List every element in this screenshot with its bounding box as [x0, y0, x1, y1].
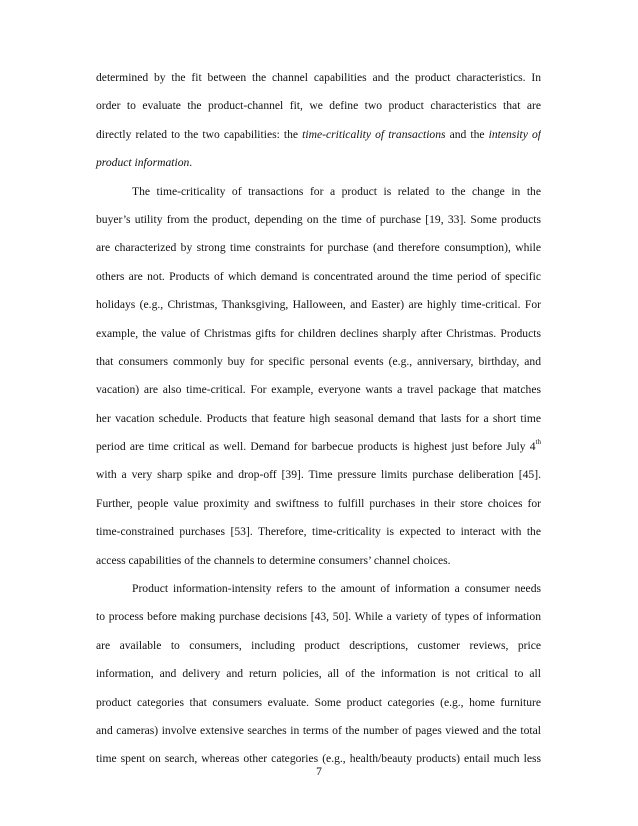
- text-run: .: [189, 156, 193, 170]
- text-line: [96, 64, 541, 92]
- text-run: time spent on search, whereas other categories (e.g., health/beauty products) entail much less: [96, 752, 541, 766]
- page-number: 7: [316, 765, 322, 778]
- text-line: [96, 149, 541, 177]
- text-line: [96, 717, 541, 745]
- text-line: [96, 632, 541, 660]
- text-line: [96, 547, 541, 575]
- text-line: [96, 206, 541, 234]
- text-run: time-constrained purchases [53]. Therefore, time-criticality is expected to interact with the: [96, 525, 541, 539]
- text-line: [96, 518, 541, 546]
- text-run: The time-criticality of transactions for a product is related to the change in the: [132, 184, 541, 198]
- text-line: [96, 178, 541, 206]
- text-line: [96, 376, 541, 404]
- text-line: [96, 603, 541, 631]
- text-line: [96, 348, 541, 376]
- body-text: [96, 64, 541, 774]
- text-run: determined by the fit between the channel capabilities and the product characteristics. In: [96, 71, 541, 84]
- text-run: Further, people value proximity and swiftness to fulfill purchases in their store choices for: [96, 496, 541, 510]
- text-run: to process before making purchase decisions [43, 50]. While a variety of types of information: [96, 610, 541, 624]
- text-line: [96, 234, 541, 262]
- text-line: [96, 263, 541, 291]
- text-line: [96, 575, 541, 603]
- text-run: product categories that consumers evaluate. Some product categories (e.g., home furniture: [96, 695, 541, 709]
- text-line: [96, 433, 541, 461]
- italic-term: product information: [96, 156, 190, 170]
- text-run: vacation) are also time-critical. For example, everyone wants a travel package that matches: [96, 383, 541, 397]
- text-run: others are not. Products of which demand is concentrated around the time period of specific: [96, 269, 541, 283]
- text-run: access capabilities of the channels to determine consumers’ channel choices.: [96, 553, 451, 567]
- italic-term: time-criticality of transactions: [302, 127, 446, 141]
- text-run: and the: [445, 127, 489, 141]
- text-line: [96, 320, 541, 348]
- text-line: [96, 92, 541, 120]
- text-line: [96, 405, 541, 433]
- text-run: are characterized by strong time constraints for purchase (and therefore consumption), while: [96, 241, 541, 255]
- text-run: directly related to the two capabilities: the: [96, 127, 303, 141]
- text-run: her vacation schedule. Products that feature high seasonal demand that lasts for a short time: [96, 411, 541, 425]
- text-line: [96, 291, 541, 319]
- text-run: with a very sharp spike and drop-off [39]. Time pressure limits purchase deliberation [45].: [96, 468, 541, 482]
- text-run: are available to consumers, including product descriptions, customer reviews, price: [96, 638, 541, 652]
- text-line: [96, 461, 541, 489]
- text-run: Product information-intensity refers to the amount of information a consumer needs: [132, 582, 541, 596]
- text-run: buyer’s utility from the product, depending on the time of purchase [19, 33]. Some products: [96, 212, 541, 226]
- text-line: [96, 121, 541, 149]
- text-line: [96, 689, 541, 717]
- italic-term: intensity of: [488, 127, 541, 141]
- text-run: information, and delivery and return policies, all of the information is not critical to all: [96, 667, 541, 681]
- text-line: [96, 490, 541, 518]
- text-run: that consumers commonly buy for specific personal events (e.g., anniversary, birthday, and: [96, 354, 541, 368]
- text-run: holidays (e.g., Christmas, Thanksgiving, Halloween, and Easter) are highly time-critical. For: [96, 298, 541, 312]
- text-run: order to evaluate the product-channel fit, we define two product characteristics that are: [96, 99, 541, 113]
- text-line: [96, 660, 541, 688]
- text-run: example, the value of Christmas gifts for children declines sharply after Christmas. Products: [96, 326, 541, 340]
- text-run: period are time critical as well. Demand for barbecue products is highest just before July 4: [96, 440, 536, 454]
- superscript-text: th: [535, 438, 541, 447]
- text-run: and cameras) involve extensive searches in terms of the number of pages viewed and the total: [96, 723, 541, 737]
